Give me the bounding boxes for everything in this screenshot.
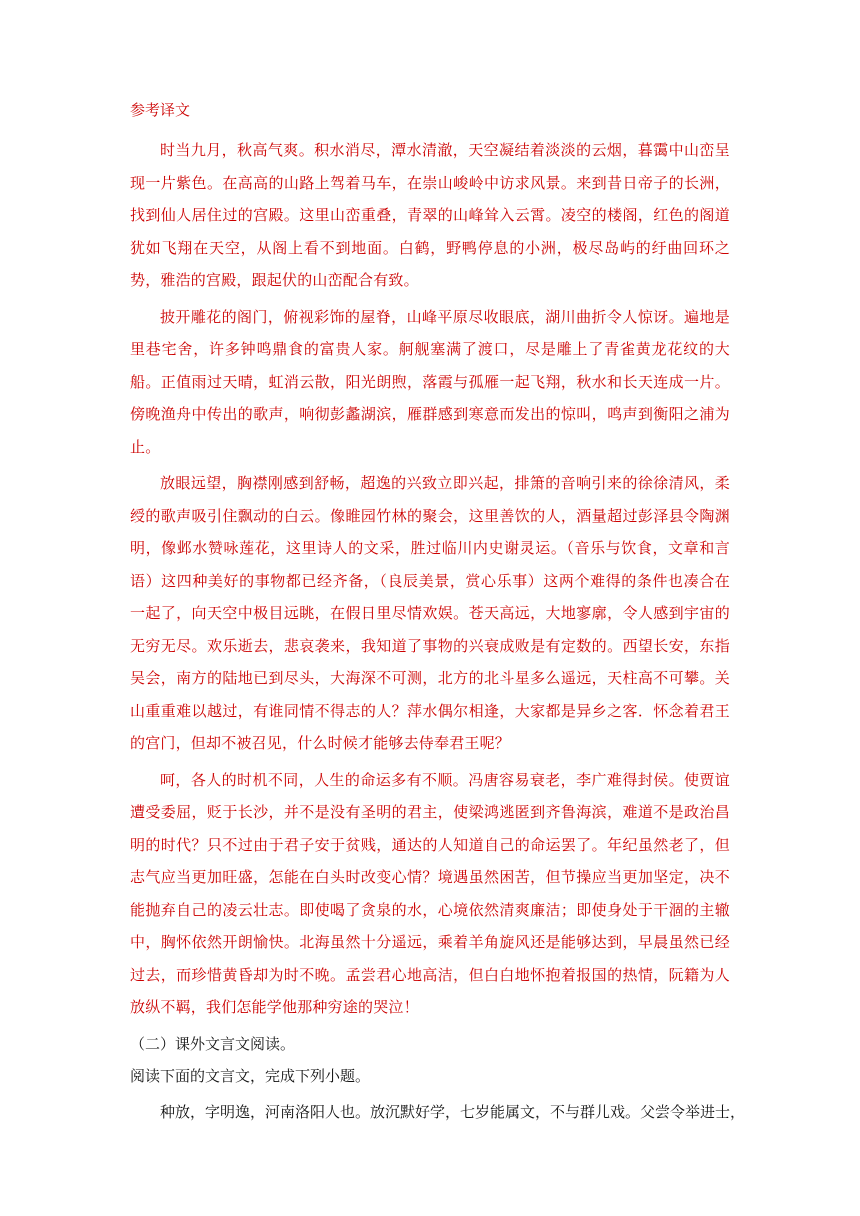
translation-paragraph-1: 时当九月，秋高气爽。积水消尽，潭水清澈，天空凝结着淡淡的云烟，暮霭中山峦呈现一片紫色。在高高的山路上驾着马车，在崇山峻岭中访求风景。来到昔日帝子的长洲，找到仙人居住过的宫殿。这里山峦重叠，青翠的山峰耸入云霄。凌空的楼阁，红色的阁道犹如飞翔在天空，从阁上看不到地面。白鹤，野鸭停息的小洲，极尽岛屿的纡曲回环之势，雅浩的宫殿，跟起伏的山峦配合有致。	[130, 141, 730, 289]
reading-instruction: 阅读下面的文言文，完成下列小题。	[130, 1066, 371, 1085]
classical-passage-start: 种放，字明逸，河南洛阳人也。放沉默好学，七岁能属文，不与群儿戏。父尝令举进士，	[160, 1102, 746, 1121]
document-page	[130, 100, 746, 1128]
translation-paragraph-3: 放眼远望，胸襟刚感到舒畅，超逸的兴致立即兴起，排箫的音响引来的徐徐清风，柔绶的歌声吸引住飘动的白云。像睢园竹林的聚会，这里善饮的人，酒量超过彭泽县令陶渊明，像邺水赞咏莲花，这里诗人的文采，胜过临川内史谢灵运。（音乐与饮食，文章和言语）这四种美好的事物都已经齐备，（良辰美景，赏心乐事）这两个难得的条件也凑合在一起了，向天空中极目远眺，在假日里尽情欢娱。苍天高远，大地寥廓，令人感到宇宙的无穷无尽。欢乐逝去，悲哀袭来，我知道了事物的兴衰成败是有定数的。西望长安，东指吴会，南方的陆地已到尽头，大海深不可测，北方的北斗星多么遥远，天柱高不可攀。关山重重难以越过，有谁同情不得志的人？萍水偶尔相逢，大家都是异乡之客．怀念着君王的宫门，但却不被召见，什么时候才能够去侍奉君王呢？	[130, 474, 730, 752]
translation-heading: 参考译文	[130, 101, 191, 119]
translation-paragraph-4: 呵，各人的时机不同，人生的命运多有不顺。冯唐容易衰老，李广难得封侯。使贾谊遭受委屈，贬于长沙，并不是没有圣明的君主，使梁鸿逃匿到齐鲁海滨，难道不是政治昌明的时代？只不过由于君子安于贫贱，通达的人知道自己的命运罢了。年纪虽然老了，但志气应当更加旺盛，怎能在白头时改变心情？境遇虽然困苦，但节操应当更加坚定，决不能抛弃自己的凌云壮志。即使喝了贪泉的水，心境依然清爽廉洁；即使身处于干涸的主辙中，胸怀依然开朗愉快。北海虽然十分遥远，乘着羊角旋风还是能够达到，早晨虽然已经过去，而珍惜黄昏却为时不晚。孟尝君心地高洁，但白白地怀抱着报国的热情，阮籍为人放纵不羁，我们怎能学他那种穷途的哭泣！	[130, 770, 730, 1016]
translation-paragraph-2: 披开雕花的阁门，俯视彩饰的屋脊，山峰平原尽收眼底，湖川曲折令人惊讶。遍地是里巷宅舍，许多钟鸣鼎食的富贵人家。舸舰塞满了渡口，尽是雕上了青雀黄龙花纹的大船。正值雨过天晴，虹消云散，阳光朗煦，落霞与孤雁一起飞翔，秋水和长天连成一片。傍晚渔舟中传出的歌声，响彻彭蠡湖滨，雁群感到寒意而发出的惊叫，鸣声到衡阳之浦为止。	[130, 307, 730, 456]
section-title: （二）课外文言文阅读。	[130, 1034, 296, 1053]
